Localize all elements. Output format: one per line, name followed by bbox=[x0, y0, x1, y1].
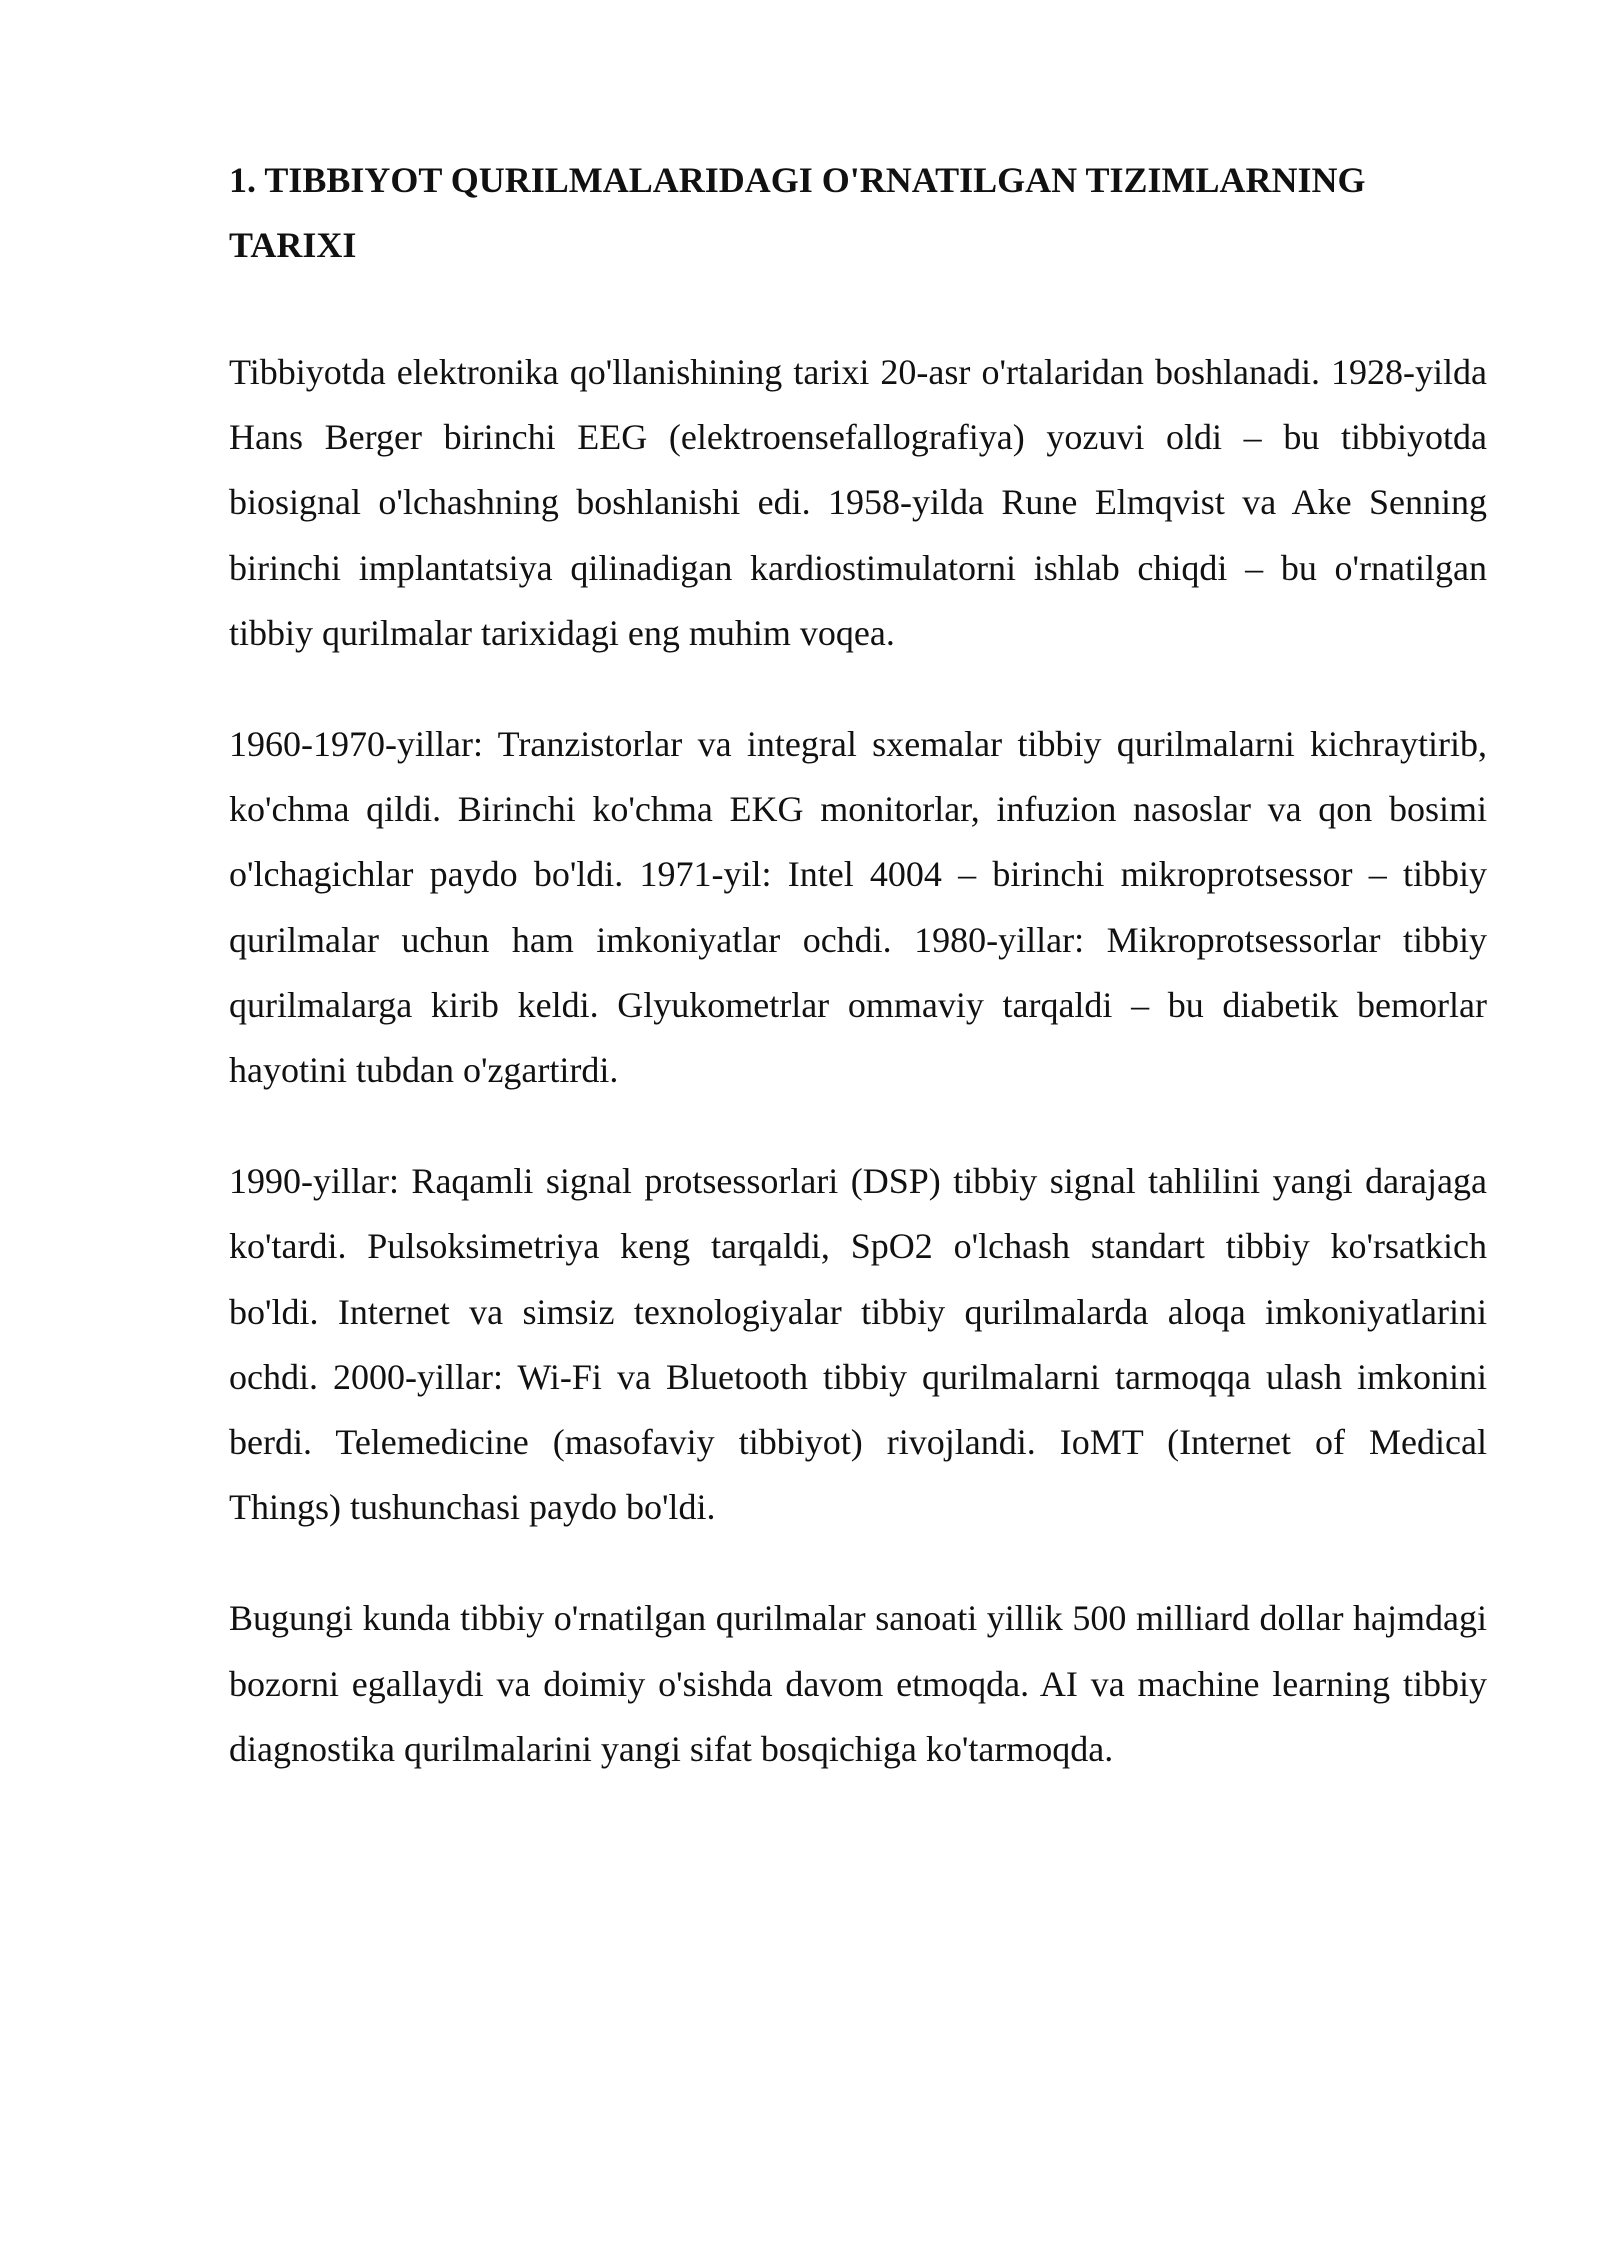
paragraph-1960-1980: 1960-1970-yillar: Tranzistorlar va integral sxemalar tibbiy qurilmalarni kichraytirib, ko'chma qildi. Birinchi ko'chma EKG monitorlar, infuzion nasoslar va qon bosimi o'lchagichlar paydo bo'ldi. 1971-yil: Intel 4004 – birinchi mikroprotsessor – tibbiy qurilmalar uchun ham imkoniyatlar ochdi. 1980-yillar: Mikroprotsessorlar tibbiy qurilmalarga kirib keldi. Glyukometrlar ommaviy tarqaldi – bu diabetik bemorlar hayotini tubdan o'zgartirdi. bbox=[229, 724, 1487, 1091]
document-body bbox=[229, 148, 1487, 1782]
paragraph-1990-2000: 1990-yillar: Raqamli signal protsessorlari (DSP) tibbiy signal tahlilini yangi darajaga ko'tardi. Pulsoksimetriya keng tarqaldi, SpO2 o'lchash standart tibbiy ko'rsatkich bo'ldi. Internet va simsiz texnologiyalar tibbiy qurilmalarda aloqa imkoniyatlarini ochdi. 2000-yillar: Wi-Fi va Bluetooth tibbiy qurilmalarni tarmoqqa ulash imkonini berdi. Telemedicine (masofaviy tibbiyot) rivojlandi. IoMT (Internet of Medical Things) tushunchasi paydo bo'ldi. bbox=[229, 1161, 1487, 1528]
section-heading: 1. TIBBIYOT QURILMALARIDAGI O'RNATILGAN TIZIMLARNING TARIXI bbox=[229, 160, 1366, 265]
paragraph-early-history: Tibbiyotda elektronika qo'llanishining tarixi 20-asr o'rtalaridan boshlanadi. 1928-yilda Hans Berger birinchi EEG (elektroensefallografiya) yozuvi oldi – bu tibbiyotda biosignal o'lchashning boshlanishi edi. 1958-yilda Rune Elmqvist va Ake Senning birinchi implantatsiya qilinadigan kardiostimulatorni ishlab chiqdi – bu o'rnatilgan tibbiy qurilmalar tarixidagi eng muhim voqea. bbox=[229, 352, 1487, 653]
paragraph-today: Bugungi kunda tibbiy o'rnatilgan qurilmalar sanoati yillik 500 milliard dollar hajmdagi bozorni egallaydi va doimiy o'sishda davom etmoqda. AI va machine learning tibbiy diagnostika qurilmalarini yangi sifat bosqichiga ko'tarmoqda. bbox=[229, 1598, 1487, 1769]
